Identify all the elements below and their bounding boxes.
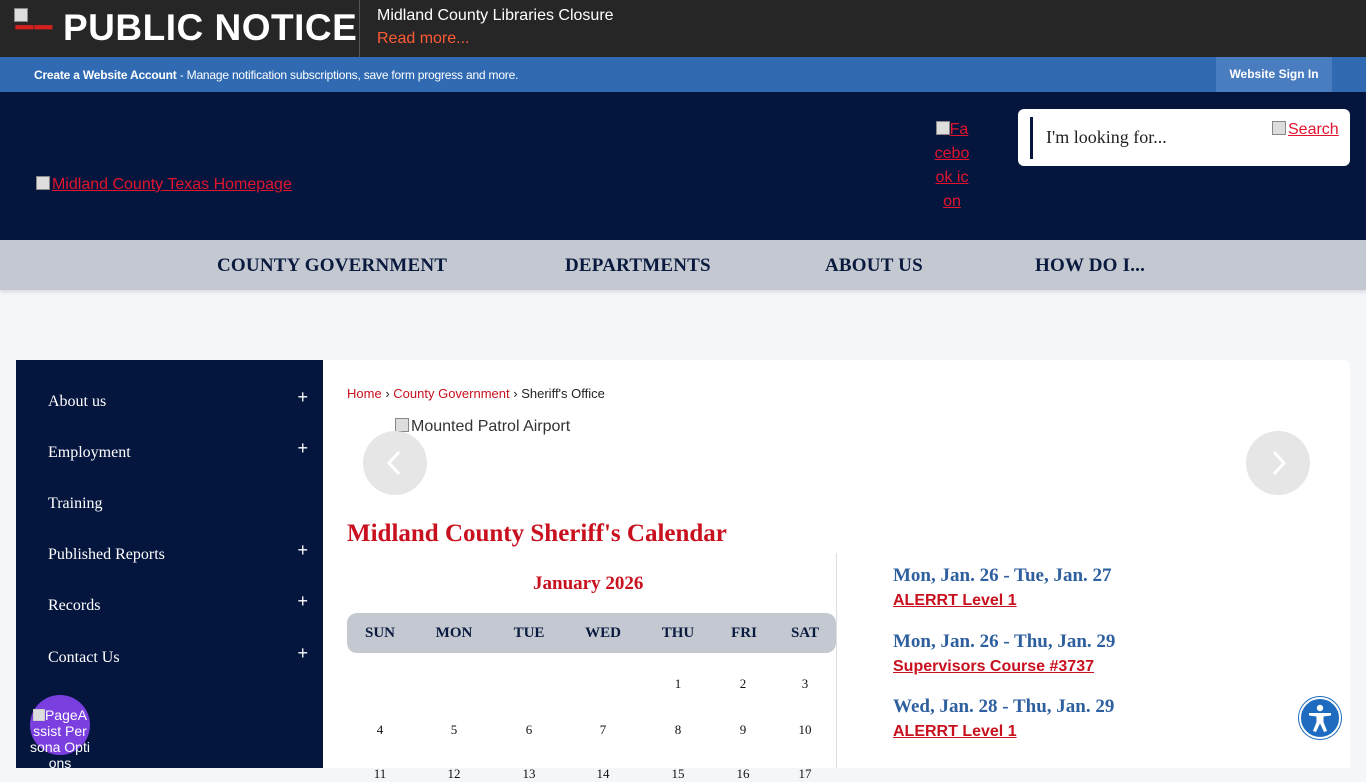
account-bar-text (34, 68, 518, 82)
sidebar-item-records[interactable]: Records + (48, 591, 308, 614)
slideshow-prev-button[interactable] (363, 431, 427, 495)
dow-label: SUN (364, 625, 395, 641)
sidebar-item-published-reports[interactable]: Published Reports + (48, 540, 308, 563)
calendar-day[interactable]: 10 (798, 722, 812, 737)
calendar-day[interactable]: 7 (599, 722, 607, 737)
nav-about-us[interactable]: ABOUT US (825, 255, 923, 276)
account-bar-description: - Manage notification subscriptions, save form progress and more. (176, 68, 519, 82)
calendar-day[interactable]: 13 (522, 766, 536, 781)
expand-icon[interactable]: + (297, 591, 308, 611)
dow-label: TUE (513, 625, 545, 641)
breadcrumb-current: Sheriff's Office (521, 386, 605, 401)
calendar-day[interactable]: 17 (798, 766, 812, 781)
calendar-day[interactable]: 11 (373, 766, 387, 781)
event-link[interactable]: Supervisors Course #3737 (893, 658, 1094, 675)
broken-image-icon (36, 176, 50, 190)
site-search-box (1018, 109, 1350, 166)
expand-icon[interactable]: + (297, 387, 308, 407)
nav-how-do-i[interactable]: HOW DO I... (1035, 255, 1146, 276)
calendar-day[interactable]: 6 (525, 722, 533, 737)
persona-options-button[interactable]: PageAssist Persona Options (30, 695, 90, 755)
calendar-day[interactable]: 9 (739, 722, 747, 737)
emergency-icon: ▔▔ (14, 8, 58, 48)
dow-label: SAT (790, 625, 820, 641)
sidebar-item-contact-us[interactable]: Contact Us + (48, 643, 308, 666)
alert-headline: Midland County Libraries Closure (377, 7, 614, 24)
event-date: Mon, Jan. 26 - Thu, Jan. 29 (893, 631, 1116, 652)
dow-label: WED (585, 625, 621, 641)
event-date: Wed, Jan. 28 - Thu, Jan. 29 (893, 696, 1115, 717)
slideshow-next-button[interactable] (1246, 431, 1310, 495)
breadcrumb-county-government[interactable]: County Government (393, 386, 510, 401)
day-of-week-header (347, 613, 836, 653)
calendar-month: January 2026 (533, 573, 644, 594)
facebook-icon[interactable]: Facebook icon (934, 121, 970, 210)
chevron-left-icon (383, 449, 407, 477)
sidebar-item-about-us[interactable]: About us + (48, 387, 308, 410)
alert-title: PUBLIC NOTICE (63, 7, 358, 48)
search-accent-bar (1030, 117, 1033, 159)
breadcrumb-separator: › (385, 386, 390, 401)
account-bar (0, 57, 1366, 92)
create-account-link[interactable]: Create a Website Account (34, 68, 177, 82)
sidebar-item-employment[interactable]: Employment + (48, 438, 308, 461)
sidebar-item-training[interactable]: Training (48, 495, 103, 512)
search-icon (1272, 121, 1286, 135)
event-link[interactable]: ALERRT Level 1 (893, 723, 1017, 740)
breadcrumb-separator: › (513, 386, 518, 401)
accessibility-button[interactable] (1299, 697, 1341, 739)
nav-departments[interactable]: DEPARTMENTS (565, 255, 711, 276)
calendar-day[interactable]: 2 (739, 676, 747, 691)
calendar-day[interactable]: 12 (447, 766, 461, 781)
expand-icon[interactable]: + (297, 540, 308, 560)
homepage-logo-link[interactable]: Midland County Texas Homepage (36, 176, 292, 194)
expand-icon[interactable]: + (297, 643, 308, 663)
calendar-day[interactable]: 14 (596, 766, 610, 781)
calendar-day[interactable]: 5 (450, 722, 458, 737)
accessibility-icon (1306, 703, 1334, 733)
breadcrumb (347, 386, 605, 401)
alert-divider (359, 0, 360, 57)
broken-image-icon (395, 418, 409, 432)
dow-label: THU (661, 625, 695, 641)
alert-read-more-link[interactable]: Read more... (377, 30, 470, 47)
nav-county-government[interactable]: COUNTY GOVERNMENT (217, 255, 448, 276)
broken-image-icon (33, 709, 45, 721)
dow-label: FRI (731, 625, 757, 641)
calendar-day[interactable]: 16 (736, 766, 750, 781)
expand-icon[interactable]: + (297, 438, 308, 458)
dow-label: MON (435, 625, 473, 641)
calendar-day[interactable]: 3 (801, 676, 809, 691)
calendar-day[interactable]: 1 (674, 676, 682, 691)
emergency-alert-bar (0, 0, 1366, 57)
calendar-title: Midland County Sheriff's Calendar (347, 520, 727, 547)
slideshow-image: Mounted Patrol Airport (395, 418, 570, 436)
calendar-divider (836, 553, 837, 768)
search-input[interactable] (1046, 119, 1266, 155)
main-navigation (0, 240, 1366, 290)
event-link[interactable]: ALERRT Level 1 (893, 592, 1017, 609)
search-button[interactable]: Search (1272, 121, 1339, 139)
site-header (0, 92, 1366, 240)
breadcrumb-home[interactable]: Home (347, 386, 382, 401)
main-content (323, 360, 1350, 781)
calendar-day[interactable]: 8 (674, 722, 682, 737)
event-date: Mon, Jan. 26 - Tue, Jan. 27 (893, 565, 1112, 586)
chevron-right-icon (1266, 449, 1290, 477)
calendar-day[interactable]: 15 (671, 766, 685, 781)
website-sign-in-button[interactable]: Website Sign In (1216, 57, 1332, 92)
calendar-day[interactable]: 4 (376, 722, 384, 737)
